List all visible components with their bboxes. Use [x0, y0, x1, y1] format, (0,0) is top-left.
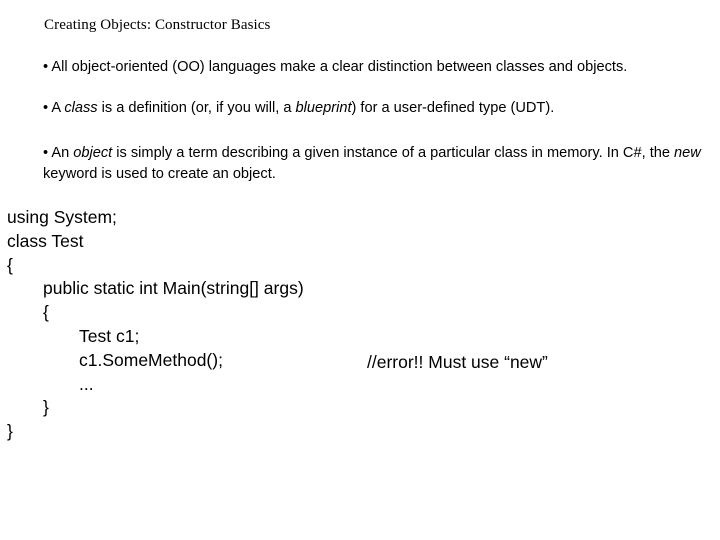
bullet-marker: • [43, 145, 49, 161]
bullet-class-definition [43, 98, 703, 119]
code-line: c1.SomeMethod(); [79, 349, 223, 370]
code-line: Test c1; [79, 325, 140, 346]
bullet-text: keyword is used to create an object. [43, 166, 276, 182]
code-line: { [7, 254, 13, 275]
bullet-marker: • [43, 59, 49, 75]
term-class: class [64, 100, 98, 116]
bullet-text: All object-oriented (OO) languages make a clear distinction between classes and objects. [51, 59, 628, 75]
slide-title: Creating Objects: Constructor Basics [44, 17, 271, 33]
code-line: public static int Main(string[] args) [43, 278, 304, 299]
bullet-text: An [51, 145, 74, 161]
term-blueprint: blueprint [295, 100, 352, 116]
bullet-object-definition [43, 143, 703, 185]
bullet-text: ) for a user-defined type (UDT). [351, 100, 555, 116]
code-line: } [43, 397, 49, 418]
bullet-text: is a definition (or, if you will, a [97, 100, 296, 116]
term-object: object [73, 145, 113, 161]
code-line: using System; [7, 207, 117, 227]
bullet-classes-vs-objects [43, 57, 703, 78]
bullet-text: A [51, 100, 65, 116]
bullet-text: is simply a term describing a given instance of a particular class in memory. In C#, the [112, 145, 675, 161]
code-line: } [7, 421, 13, 442]
code-line: ... [79, 373, 94, 394]
term-new: new [674, 145, 701, 161]
code-block [7, 206, 304, 444]
bullet-marker: • [43, 100, 49, 116]
code-line: class Test [7, 230, 84, 251]
code-line: { [43, 302, 49, 323]
code-comment: //error!! Must use “new” [367, 352, 548, 372]
